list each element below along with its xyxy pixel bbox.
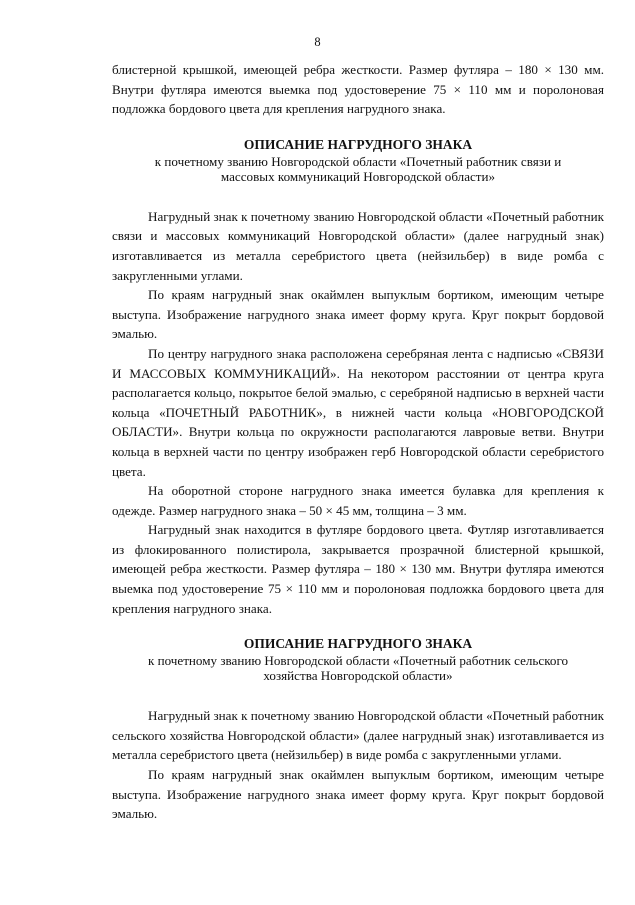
- section-subheading-line1: к почетному званию Новгородской области «Почетный работник связи и: [154, 153, 562, 169]
- paragraph: По центру нагрудного знака расположена серебряная лента с надписью «СВЯЗИ И МАССОВЫХ КОММУНИКАЦИЙ». На некотором расстоянии от центра круга располагается кольцо, покрытое белой эмалью, с серебряной надписью в верхней части кольца «ПОЧЕТНЫЙ РАБОТНИК», в нижней части кольца «НОВГОРОДСКОЙ ОБЛАСТИ». Внутри кольца по окружности располагаются лавровые ветви. Внутри кольца в верхней части по центру изображен герб Новгородской области серебристого цвета.: [112, 345, 604, 479]
- section-agriculture-badge: [112, 634, 604, 824]
- page-number: 8: [314, 35, 321, 49]
- section-heading: ОПИСАНИЕ НАГРУДНОГО ЗНАКА: [243, 636, 473, 652]
- section-communications-badge: [112, 135, 604, 618]
- paragraph: По краям нагрудный знак окаймлен выпуклым бортиком, имеющим четыре выступа. Изображение нагрудного знака имеет форму круга. Круг покрыт бордовой эмалью.: [112, 287, 604, 342]
- document-body: [112, 60, 604, 824]
- paragraph: На оборотной стороне нагрудного знака имеется булавка для крепления к одежде. Размер нагрудного знака – 50 × 45 мм, толщина – 3 мм.: [112, 483, 604, 518]
- paragraph: Нагрудный знак к почетному званию Новгородской области «Почетный работник сельского хозяйства Новгородской области» (далее нагрудный знак) изготавливается из металла серебристого цвета (нейзильбер) в виде ромба с закругленными углами.: [112, 708, 604, 763]
- section-subheading-line2: массовых коммуникаций Новгородской области»: [220, 168, 496, 184]
- paragraph: Нагрудный знак находится в футляре бордового цвета. Футляр изготавливается из флокированного полистирола, закрывается прозрачной блистерной крышкой, имеющей ребра жесткости. Размер футляра – 180 × 130 мм. Внутри футляра имеются выемка под удостоверение 75 × 110 мм и поролоновая подложка бордового цвета для крепления нагрудного знака.: [112, 522, 604, 616]
- paragraph: Нагрудный знак к почетному званию Новгородской области «Почетный работник связи и массовых коммуникаций Новгородской области» (далее нагрудный знак) изготавливается из металла серебристого цвета (нейзильбер) в виде ромба с закругленными углами.: [112, 208, 604, 283]
- section-subheading-line2: хозяйства Новгородской области»: [263, 668, 453, 684]
- paragraph: По краям нагрудный знак окаймлен выпуклым бортиком, имеющим четыре выступа. Изображение нагрудного знака имеет форму круга. Круг покрыт бордовой эмалью.: [112, 767, 604, 822]
- section-heading: ОПИСАНИЕ НАГРУДНОГО ЗНАКА: [243, 136, 473, 152]
- intro-paragraph: блистерной крышкой, имеющей ребра жесткости. Размер футляра – 180 × 130 мм. Внутри футляра имеются выемка под удостоверение 75 × 110 мм и поролоновая подложка бордового цвета для крепления нагрудного знака.: [112, 62, 604, 117]
- section-subheading-line1: к почетному званию Новгородской области «Почетный работник сельского: [147, 653, 569, 669]
